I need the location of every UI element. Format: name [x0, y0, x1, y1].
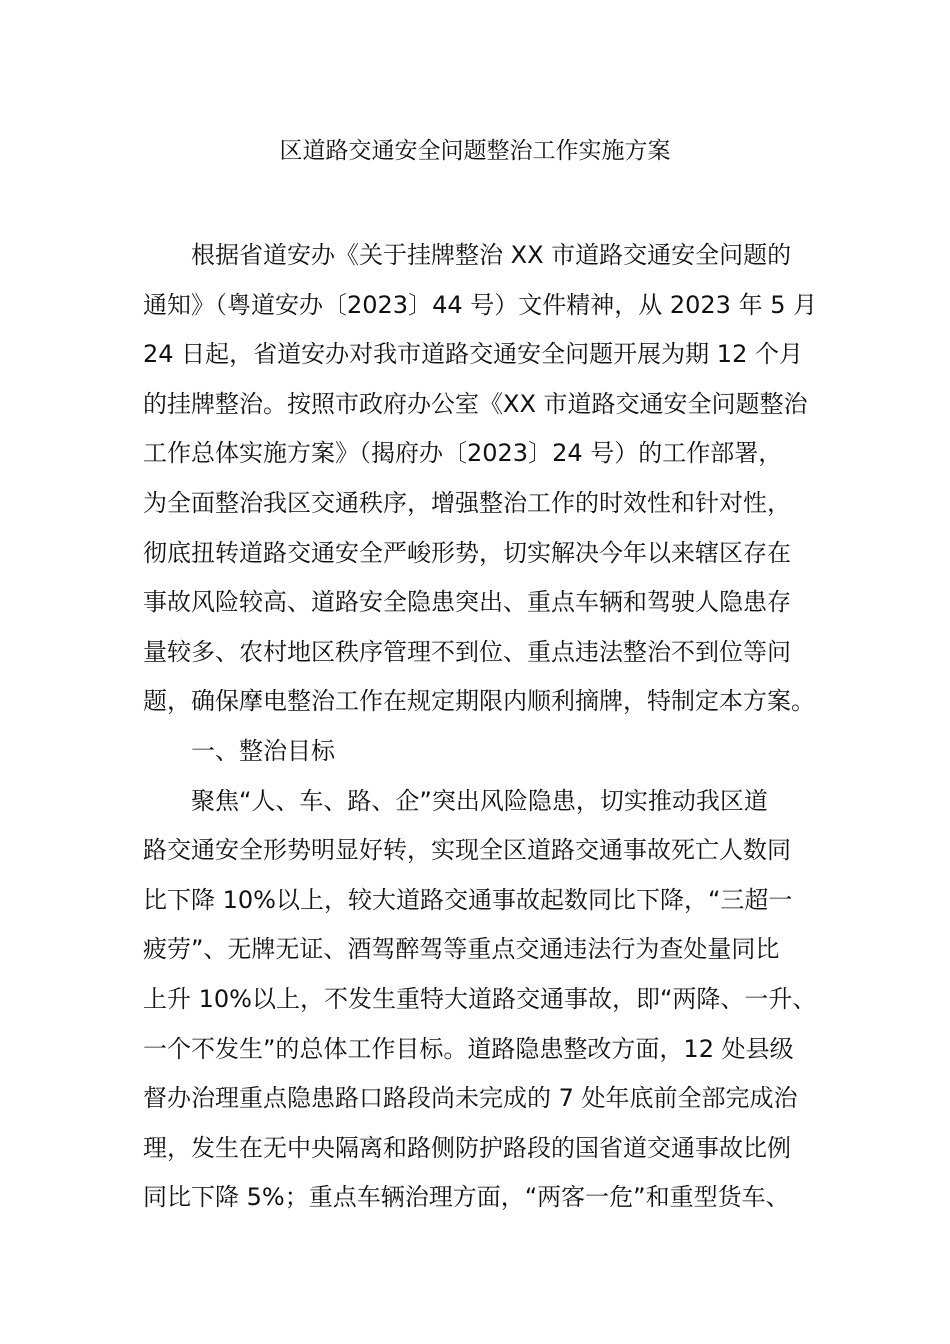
paragraph-line: 理，发生在无中央隔离和路侧防护路段的国省道交通事故比例 [143, 1133, 791, 1162]
document-title: 区道路交通安全问题整治工作实施方案 [279, 138, 671, 164]
paragraph-line: 上升 10%以上，不发生重特大道路交通事故，即“两降、一升、 [143, 984, 817, 1013]
paragraph-line: 路交通安全形势明显好转，实现全区道路交通事故死亡人数同 [143, 836, 791, 865]
paragraph-line: 通知》（粤道安办〔2023〕44 号）文件精神，从 2023 年 5 月 [143, 290, 818, 319]
paragraph-line: 同比下降 5%；重点车辆治理方面，“两客一危”和重型货车、 [143, 1183, 790, 1212]
paragraph-line: 聚焦“人、车、路、企”突出风险隐患，切实推动我区道 [191, 786, 768, 815]
section-heading: 一、整治目标 [191, 736, 335, 765]
paragraph-line: 为全面整治我区交通秩序，增强整治工作的时效性和针对性， [143, 488, 791, 517]
paragraph-line: 24 日起，省道安办对我市道路交通安全问题开展为期 12 个月 [143, 340, 803, 369]
paragraph-line: 的挂牌整治。按照市政府办公室《XX 市道路交通安全问题整治 [143, 389, 808, 418]
paragraph-line: 事故风险较高、道路安全隐患突出、重点车辆和驾驶人隐患存 [143, 588, 791, 617]
paragraph-line: 疲劳”、无牌无证、酒驾醉驾等重点交通违法行为查处量同比 [143, 935, 780, 964]
paragraph-line: 题，确保摩电整治工作在规定期限内顺利摘牌，特制定本方案。 [143, 687, 815, 716]
paragraph-line: 根据省道安办《关于挂牌整治 XX 市道路交通安全问题的 [191, 241, 792, 269]
document-body [143, 231, 818, 1223]
paragraph-line: 一个不发生”的总体工作目标。道路隐患整改方面，12 处县级 [143, 1034, 794, 1063]
paragraph-line: 比下降 10%以上，较大道路交通事故起数同比下降，“三超一 [143, 885, 793, 914]
paragraph-line: 工作总体实施方案》（揭府办〔2023〕24 号）的工作部署， [143, 439, 783, 468]
paragraph-line: 彻底扭转道路交通安全严峻形势，切实解决今年以来辖区存在 [143, 538, 791, 567]
paragraph-line: 督办治理重点隐患路口路段尚未完成的 7 处年底前全部完成治 [143, 1084, 798, 1113]
paragraph-line: 量较多、农村地区秩序管理不到位、重点违法整治不到位等问 [143, 637, 791, 666]
